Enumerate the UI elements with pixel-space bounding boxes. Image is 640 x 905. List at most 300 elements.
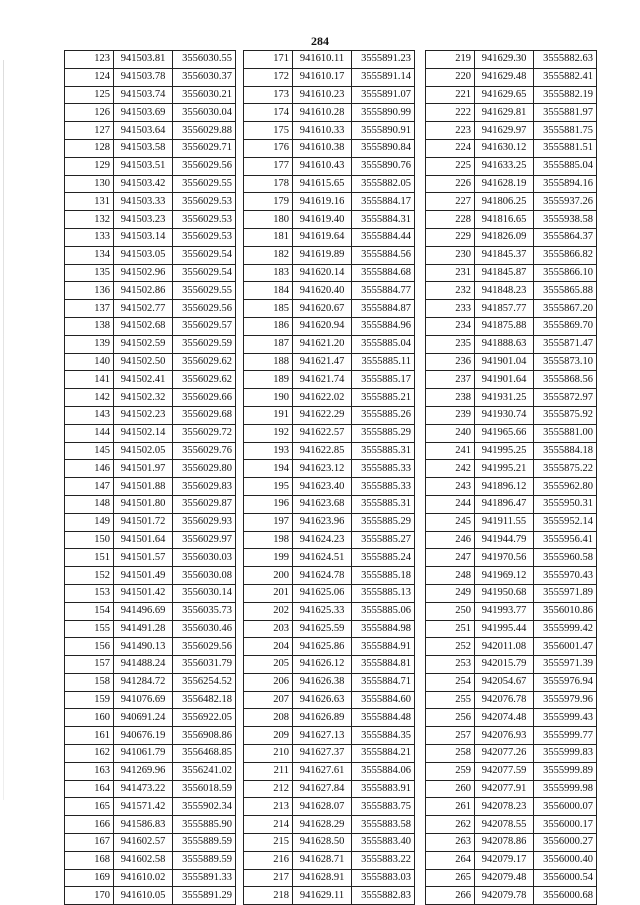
table-row — [426, 424, 597, 442]
x-coordinate-cell: 941625.59 — [293, 620, 352, 638]
y-coordinate-cell: 3555885.18 — [352, 567, 415, 585]
y-coordinate-cell: 3555960.58 — [534, 549, 597, 567]
x-coordinate-cell: 941622.29 — [293, 406, 352, 424]
x-coordinate-cell: 941502.32 — [114, 389, 173, 407]
x-coordinate-cell: 941502.41 — [114, 371, 173, 389]
table-row — [65, 727, 236, 745]
table-row — [426, 816, 597, 834]
point-number-cell: 212 — [244, 780, 293, 798]
y-coordinate-cell: 3555875.92 — [534, 406, 597, 424]
point-number-cell: 169 — [65, 869, 114, 887]
table-row — [65, 745, 236, 763]
y-coordinate-cell: 3555885.29 — [352, 424, 415, 442]
point-number-cell: 211 — [244, 762, 293, 780]
x-coordinate-cell: 941501.72 — [114, 513, 173, 531]
table-row — [65, 228, 236, 246]
y-coordinate-cell: 3555885.27 — [352, 531, 415, 549]
table-row — [244, 691, 415, 709]
point-number-cell: 126 — [65, 104, 114, 122]
point-number-cell: 148 — [65, 495, 114, 513]
y-coordinate-cell: 3556468.85 — [173, 745, 236, 763]
x-coordinate-cell: 941896.47 — [475, 495, 534, 513]
point-number-cell: 130 — [65, 175, 114, 193]
x-coordinate-cell: 941630.12 — [475, 139, 534, 157]
x-coordinate-cell: 941501.49 — [114, 567, 173, 585]
table-row — [426, 68, 597, 86]
table-row — [65, 264, 236, 282]
point-number-cell: 217 — [244, 869, 293, 887]
y-coordinate-cell: 3556030.37 — [173, 68, 236, 86]
point-number-cell: 199 — [244, 549, 293, 567]
y-coordinate-cell: 3556000.54 — [534, 869, 597, 887]
point-number-cell: 178 — [244, 175, 293, 193]
table-row — [65, 175, 236, 193]
table-row — [65, 851, 236, 869]
table-row — [244, 816, 415, 834]
table-row — [426, 317, 597, 335]
table-row — [65, 86, 236, 104]
table-row — [65, 193, 236, 211]
table-row — [244, 834, 415, 852]
x-coordinate-cell: 941627.37 — [293, 745, 352, 763]
y-coordinate-cell: 3555881.00 — [534, 424, 597, 442]
table-row — [426, 549, 597, 567]
table-row — [426, 139, 597, 157]
y-coordinate-cell: 3555884.06 — [352, 762, 415, 780]
point-number-cell: 186 — [244, 317, 293, 335]
point-number-cell: 206 — [244, 673, 293, 691]
x-coordinate-cell: 941610.05 — [114, 887, 173, 905]
table-row — [426, 567, 597, 585]
table-row — [426, 869, 597, 887]
y-coordinate-cell: 3555872.97 — [534, 389, 597, 407]
point-number-cell: 144 — [65, 424, 114, 442]
y-coordinate-cell: 3555883.22 — [352, 851, 415, 869]
table-row — [244, 300, 415, 318]
table-row — [426, 353, 597, 371]
table-row — [426, 460, 597, 478]
point-number-cell: 196 — [244, 495, 293, 513]
point-number-cell: 200 — [244, 567, 293, 585]
x-coordinate-cell: 941502.14 — [114, 424, 173, 442]
x-coordinate-cell: 941931.25 — [475, 389, 534, 407]
y-coordinate-cell: 3556029.62 — [173, 371, 236, 389]
table-row — [65, 780, 236, 798]
point-number-cell: 215 — [244, 834, 293, 852]
y-coordinate-cell: 3555952.14 — [534, 513, 597, 531]
table-row — [65, 656, 236, 674]
table-row — [65, 246, 236, 264]
table-row — [426, 104, 597, 122]
y-coordinate-cell: 3555971.39 — [534, 656, 597, 674]
x-coordinate-cell: 941965.66 — [475, 424, 534, 442]
table-row — [426, 282, 597, 300]
point-number-cell: 263 — [426, 834, 475, 852]
table-row — [244, 460, 415, 478]
table-row — [244, 211, 415, 229]
x-coordinate-cell: 941490.13 — [114, 638, 173, 656]
table-row — [244, 602, 415, 620]
point-number-cell: 177 — [244, 157, 293, 175]
table-row — [426, 745, 597, 763]
x-coordinate-cell: 941503.74 — [114, 86, 173, 104]
point-number-cell: 152 — [65, 567, 114, 585]
table-row — [244, 86, 415, 104]
point-number-cell: 189 — [244, 371, 293, 389]
table-row — [244, 620, 415, 638]
y-coordinate-cell: 3556029.54 — [173, 264, 236, 282]
y-coordinate-cell: 3555884.96 — [352, 317, 415, 335]
x-coordinate-cell: 941627.61 — [293, 762, 352, 780]
table-row — [426, 389, 597, 407]
x-coordinate-cell: 942078.55 — [475, 816, 534, 834]
y-coordinate-cell: 3555884.68 — [352, 264, 415, 282]
y-coordinate-cell: 3555885.29 — [352, 513, 415, 531]
y-coordinate-cell: 3555883.91 — [352, 780, 415, 798]
y-coordinate-cell: 3555884.77 — [352, 282, 415, 300]
point-number-cell: 153 — [65, 584, 114, 602]
point-number-cell: 197 — [244, 513, 293, 531]
table-row — [244, 139, 415, 157]
y-coordinate-cell: 3555868.56 — [534, 371, 597, 389]
y-coordinate-cell: 3556030.21 — [173, 86, 236, 104]
point-number-cell: 166 — [65, 816, 114, 834]
x-coordinate-cell: 942078.23 — [475, 798, 534, 816]
x-coordinate-cell: 941284.72 — [114, 673, 173, 691]
table-row — [244, 584, 415, 602]
x-coordinate-cell: 941610.11 — [293, 51, 352, 69]
x-coordinate-cell: 941896.12 — [475, 478, 534, 496]
x-coordinate-cell: 941930.74 — [475, 406, 534, 424]
y-coordinate-cell: 3556030.46 — [173, 620, 236, 638]
x-coordinate-cell: 941503.81 — [114, 51, 173, 69]
y-coordinate-cell: 3556035.73 — [173, 602, 236, 620]
x-coordinate-cell: 941503.23 — [114, 211, 173, 229]
y-coordinate-cell: 3555971.89 — [534, 584, 597, 602]
y-coordinate-cell: 3555999.89 — [534, 762, 597, 780]
x-coordinate-cell: 941061.79 — [114, 745, 173, 763]
point-number-cell: 181 — [244, 228, 293, 246]
x-coordinate-cell: 941491.28 — [114, 620, 173, 638]
y-coordinate-cell: 3556029.56 — [173, 300, 236, 318]
table-row — [426, 513, 597, 531]
point-number-cell: 128 — [65, 139, 114, 157]
point-number-cell: 138 — [65, 317, 114, 335]
x-coordinate-cell: 942078.86 — [475, 834, 534, 852]
point-number-cell: 176 — [244, 139, 293, 157]
table-row — [244, 549, 415, 567]
x-coordinate-cell: 941628.91 — [293, 869, 352, 887]
y-coordinate-cell: 3555885.33 — [352, 478, 415, 496]
y-coordinate-cell: 3555866.10 — [534, 264, 597, 282]
x-coordinate-cell: 941970.56 — [475, 549, 534, 567]
table-row — [426, 656, 597, 674]
y-coordinate-cell: 3555884.87 — [352, 300, 415, 318]
table-row — [244, 264, 415, 282]
point-number-cell: 237 — [426, 371, 475, 389]
point-number-cell: 230 — [426, 246, 475, 264]
x-coordinate-cell: 941619.40 — [293, 211, 352, 229]
x-coordinate-cell: 941610.23 — [293, 86, 352, 104]
x-coordinate-cell: 941076.69 — [114, 691, 173, 709]
y-coordinate-cell: 3556029.53 — [173, 228, 236, 246]
x-coordinate-cell: 942079.78 — [475, 887, 534, 905]
x-coordinate-cell: 941503.58 — [114, 139, 173, 157]
x-coordinate-cell: 941629.65 — [475, 86, 534, 104]
table-row — [65, 798, 236, 816]
y-coordinate-cell: 3555950.31 — [534, 495, 597, 513]
table-row — [244, 567, 415, 585]
x-coordinate-cell: 941502.77 — [114, 300, 173, 318]
y-coordinate-cell: 3556029.76 — [173, 442, 236, 460]
table-row — [244, 335, 415, 353]
y-coordinate-cell: 3556029.71 — [173, 139, 236, 157]
y-coordinate-cell: 3555885.21 — [352, 389, 415, 407]
point-number-cell: 235 — [426, 335, 475, 353]
point-number-cell: 207 — [244, 691, 293, 709]
x-coordinate-cell: 941269.96 — [114, 762, 173, 780]
point-number-cell: 216 — [244, 851, 293, 869]
table-row — [244, 638, 415, 656]
point-number-cell: 136 — [65, 282, 114, 300]
table-row — [426, 584, 597, 602]
point-number-cell: 184 — [244, 282, 293, 300]
x-coordinate-cell: 941626.63 — [293, 691, 352, 709]
table-row — [65, 478, 236, 496]
point-number-cell: 220 — [426, 68, 475, 86]
x-coordinate-cell: 941502.96 — [114, 264, 173, 282]
x-coordinate-cell: 941911.55 — [475, 513, 534, 531]
y-coordinate-cell: 3555891.23 — [352, 51, 415, 69]
x-coordinate-cell: 941610.33 — [293, 122, 352, 140]
x-coordinate-cell: 941502.86 — [114, 282, 173, 300]
point-number-cell: 225 — [426, 157, 475, 175]
point-number-cell: 229 — [426, 228, 475, 246]
point-number-cell: 222 — [426, 104, 475, 122]
table-row — [65, 834, 236, 852]
point-number-cell: 160 — [65, 709, 114, 727]
point-number-cell: 231 — [426, 264, 475, 282]
x-coordinate-cell: 941502.05 — [114, 442, 173, 460]
x-coordinate-cell: 941848.23 — [475, 282, 534, 300]
point-number-cell: 141 — [65, 371, 114, 389]
table-row — [65, 816, 236, 834]
y-coordinate-cell: 3555881.75 — [534, 122, 597, 140]
y-coordinate-cell: 3555884.91 — [352, 638, 415, 656]
x-coordinate-cell: 941602.58 — [114, 851, 173, 869]
point-number-cell: 170 — [65, 887, 114, 905]
x-coordinate-cell: 941625.06 — [293, 584, 352, 602]
point-number-cell: 223 — [426, 122, 475, 140]
table-row — [244, 228, 415, 246]
point-number-cell: 163 — [65, 762, 114, 780]
y-coordinate-cell: 3555884.21 — [352, 745, 415, 763]
point-number-cell: 135 — [65, 264, 114, 282]
point-number-cell: 164 — [65, 780, 114, 798]
x-coordinate-cell: 941623.96 — [293, 513, 352, 531]
x-coordinate-cell: 941622.57 — [293, 424, 352, 442]
table-row — [65, 300, 236, 318]
x-coordinate-cell: 941628.50 — [293, 834, 352, 852]
table-row — [244, 495, 415, 513]
y-coordinate-cell: 3555885.31 — [352, 442, 415, 460]
point-number-cell: 250 — [426, 602, 475, 620]
table-row — [65, 68, 236, 86]
x-coordinate-cell: 941503.42 — [114, 175, 173, 193]
y-coordinate-cell: 3556001.47 — [534, 638, 597, 656]
point-number-cell: 258 — [426, 745, 475, 763]
point-number-cell: 151 — [65, 549, 114, 567]
y-coordinate-cell: 3556029.59 — [173, 335, 236, 353]
table-row — [65, 353, 236, 371]
y-coordinate-cell: 3555881.97 — [534, 104, 597, 122]
y-coordinate-cell: 3555938.58 — [534, 211, 597, 229]
point-number-cell: 221 — [426, 86, 475, 104]
x-coordinate-cell: 941624.51 — [293, 549, 352, 567]
x-coordinate-cell: 942076.93 — [475, 727, 534, 745]
x-coordinate-cell: 941503.05 — [114, 246, 173, 264]
point-number-cell: 198 — [244, 531, 293, 549]
point-number-cell: 214 — [244, 816, 293, 834]
x-coordinate-cell: 941857.77 — [475, 300, 534, 318]
x-coordinate-cell: 941845.87 — [475, 264, 534, 282]
y-coordinate-cell: 3555883.58 — [352, 816, 415, 834]
table-row — [244, 531, 415, 549]
x-coordinate-cell: 941503.33 — [114, 193, 173, 211]
x-coordinate-cell: 941501.64 — [114, 531, 173, 549]
table-row — [65, 139, 236, 157]
point-number-cell: 248 — [426, 567, 475, 585]
x-coordinate-cell: 941502.50 — [114, 353, 173, 371]
table-row — [244, 762, 415, 780]
point-number-cell: 191 — [244, 406, 293, 424]
y-coordinate-cell: 3556029.56 — [173, 638, 236, 656]
x-coordinate-cell: 941993.77 — [475, 602, 534, 620]
table-row — [426, 86, 597, 104]
table-row — [426, 495, 597, 513]
point-number-cell: 140 — [65, 353, 114, 371]
y-coordinate-cell: 3556908.86 — [173, 727, 236, 745]
point-number-cell: 162 — [65, 745, 114, 763]
table-row — [65, 709, 236, 727]
x-coordinate-cell: 941629.30 — [475, 51, 534, 69]
point-number-cell: 143 — [65, 406, 114, 424]
x-coordinate-cell: 941624.78 — [293, 567, 352, 585]
table-row — [65, 211, 236, 229]
point-number-cell: 236 — [426, 353, 475, 371]
point-number-cell: 149 — [65, 513, 114, 531]
y-coordinate-cell: 3556029.93 — [173, 513, 236, 531]
y-coordinate-cell: 3555889.59 — [173, 834, 236, 852]
point-number-cell: 204 — [244, 638, 293, 656]
x-coordinate-cell: 941501.42 — [114, 584, 173, 602]
point-number-cell: 256 — [426, 709, 475, 727]
y-coordinate-cell: 3555882.19 — [534, 86, 597, 104]
y-coordinate-cell: 3555891.33 — [173, 869, 236, 887]
point-number-cell: 226 — [426, 175, 475, 193]
page-number: 284 — [311, 34, 329, 48]
x-coordinate-cell: 941615.65 — [293, 175, 352, 193]
table-row — [65, 371, 236, 389]
x-coordinate-cell: 941488.24 — [114, 656, 173, 674]
table-row — [244, 887, 415, 905]
x-coordinate-cell: 942076.78 — [475, 691, 534, 709]
table-row — [426, 727, 597, 745]
point-number-cell: 172 — [244, 68, 293, 86]
table-row — [426, 798, 597, 816]
y-coordinate-cell: 3556030.08 — [173, 567, 236, 585]
table-row — [65, 442, 236, 460]
table-row — [244, 282, 415, 300]
table-row — [244, 371, 415, 389]
x-coordinate-cell: 942079.17 — [475, 851, 534, 869]
y-coordinate-cell: 3555884.48 — [352, 709, 415, 727]
point-number-cell: 259 — [426, 762, 475, 780]
x-coordinate-cell: 941501.88 — [114, 478, 173, 496]
y-coordinate-cell: 3556018.59 — [173, 780, 236, 798]
y-coordinate-cell: 3555890.84 — [352, 139, 415, 157]
y-coordinate-cell: 3555937.26 — [534, 193, 597, 211]
table-row — [244, 157, 415, 175]
y-coordinate-cell: 3555884.56 — [352, 246, 415, 264]
y-coordinate-cell: 3555962.80 — [534, 478, 597, 496]
y-coordinate-cell: 3555885.26 — [352, 406, 415, 424]
x-coordinate-cell: 941501.80 — [114, 495, 173, 513]
point-number-cell: 173 — [244, 86, 293, 104]
y-coordinate-cell: 3556030.03 — [173, 549, 236, 567]
table-row — [244, 673, 415, 691]
y-coordinate-cell: 3556030.55 — [173, 51, 236, 69]
table-row — [244, 175, 415, 193]
table-row — [65, 282, 236, 300]
table-row — [244, 104, 415, 122]
table-row — [244, 193, 415, 211]
table-row — [244, 122, 415, 140]
table-row — [426, 335, 597, 353]
table-row — [426, 620, 597, 638]
table-row — [244, 68, 415, 86]
point-number-cell: 127 — [65, 122, 114, 140]
x-coordinate-cell: 941619.89 — [293, 246, 352, 264]
x-coordinate-cell: 941502.68 — [114, 317, 173, 335]
y-coordinate-cell: 3555884.31 — [352, 211, 415, 229]
table-row — [244, 727, 415, 745]
x-coordinate-cell: 941888.63 — [475, 335, 534, 353]
y-coordinate-cell: 3555885.04 — [352, 335, 415, 353]
point-number-cell: 232 — [426, 282, 475, 300]
x-coordinate-cell: 941995.44 — [475, 620, 534, 638]
y-coordinate-cell: 3555884.98 — [352, 620, 415, 638]
point-number-cell: 233 — [426, 300, 475, 318]
y-coordinate-cell: 3556922.05 — [173, 709, 236, 727]
x-coordinate-cell: 941623.68 — [293, 495, 352, 513]
y-coordinate-cell: 3556029.62 — [173, 353, 236, 371]
x-coordinate-cell: 941473.22 — [114, 780, 173, 798]
x-coordinate-cell: 941621.20 — [293, 335, 352, 353]
point-number-cell: 174 — [244, 104, 293, 122]
x-coordinate-cell: 941625.33 — [293, 602, 352, 620]
x-coordinate-cell: 941629.97 — [475, 122, 534, 140]
y-coordinate-cell: 3556029.53 — [173, 193, 236, 211]
point-number-cell: 150 — [65, 531, 114, 549]
point-number-cell: 168 — [65, 851, 114, 869]
y-coordinate-cell: 3555891.07 — [352, 86, 415, 104]
table-row — [65, 104, 236, 122]
table-row — [244, 798, 415, 816]
y-coordinate-cell: 3556029.53 — [173, 211, 236, 229]
point-number-cell: 213 — [244, 798, 293, 816]
point-number-cell: 180 — [244, 211, 293, 229]
